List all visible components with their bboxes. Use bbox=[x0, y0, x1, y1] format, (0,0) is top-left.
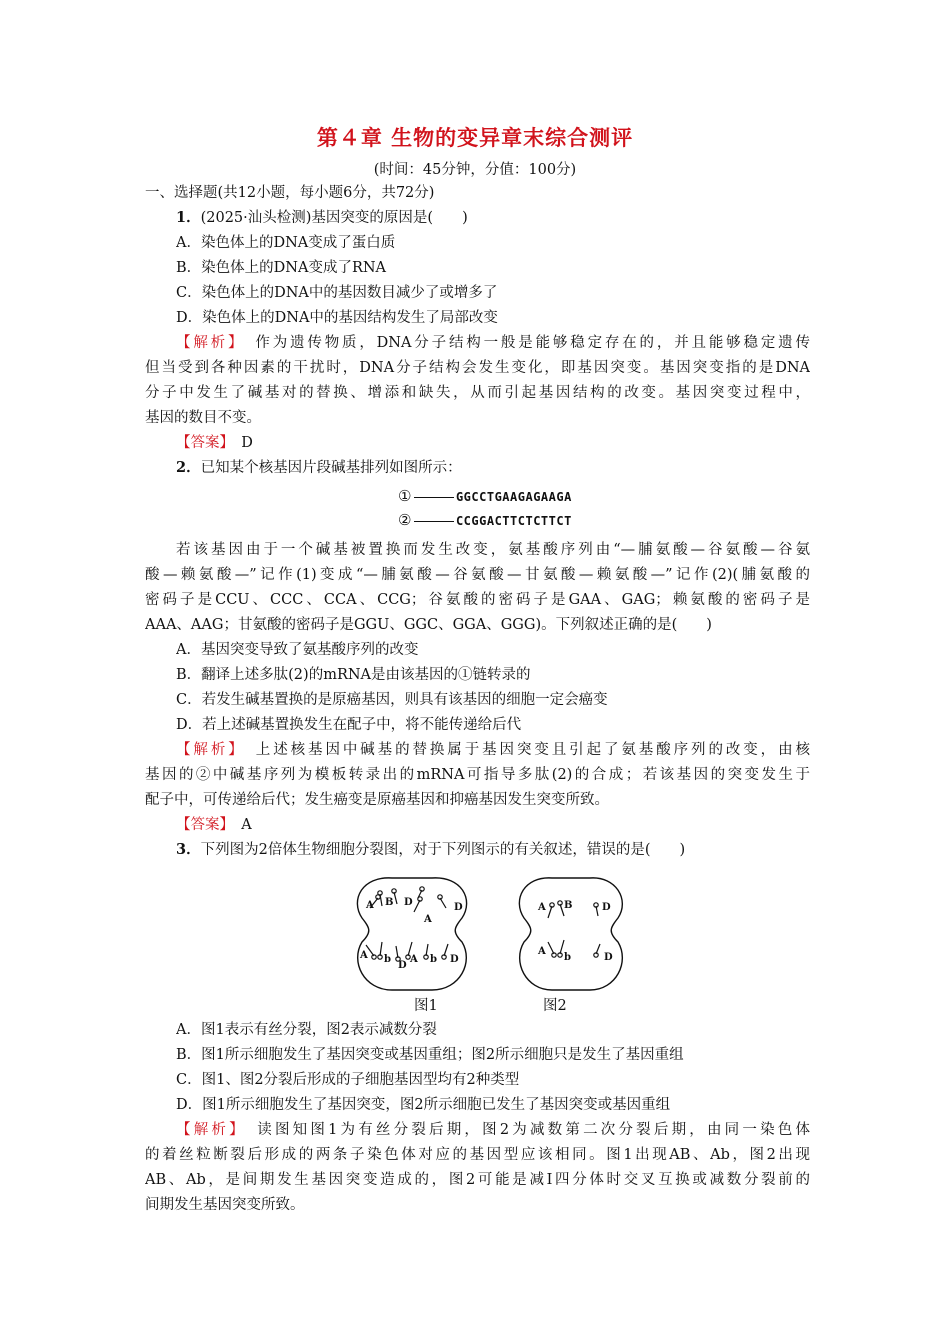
fig2-gene-label: A bbox=[538, 946, 546, 957]
q2-option-c: C．若发生碱基置换的是原癌基因，则具有该基因的细胞一定会癌变 bbox=[176, 692, 608, 708]
page-subtitle: (时间：45分钟，分值：100分) bbox=[373, 162, 577, 178]
figure-2-caption: 图2 bbox=[543, 998, 567, 1014]
fig1-gene-label: A bbox=[360, 950, 368, 961]
question-text: (2025·汕头检测)基因突变的原因是( ) bbox=[200, 210, 468, 226]
analysis-tag: 【解析】 bbox=[176, 335, 239, 351]
page-title: 第４章 生物的变异章末综合测评 bbox=[316, 126, 634, 150]
q2-option-b: B．翻译上述多肽(2)的mRNA是由该基因的①链转录的 bbox=[176, 667, 531, 683]
q3-analysis-line: 【解析】 读图知图1为有丝分裂后期，图2为减数第二次分裂后期，由同一染色体 bbox=[176, 1122, 810, 1138]
analysis-tag: 【解析】 bbox=[176, 1122, 240, 1138]
analysis-tag: 【解析】 bbox=[176, 742, 239, 758]
fig2-gene-label: b bbox=[564, 952, 571, 963]
fig2-gene-label: D bbox=[602, 902, 611, 913]
q3-option-b: B．图1所示细胞发生了基因突变或基因重组；图2所示细胞只是发生了基因重组 bbox=[176, 1047, 684, 1063]
fig1-gene-label: D bbox=[398, 960, 407, 971]
question-2-stem bbox=[176, 458, 810, 478]
q2-answer: 【答案】 A bbox=[176, 817, 252, 833]
fig1-gene-label: D bbox=[450, 954, 459, 965]
fig2-gene-label: D bbox=[604, 952, 613, 963]
q3-option-d: D．图1所示细胞发生了基因突变，图2所示细胞已发生了基因突变或基因重组 bbox=[176, 1097, 671, 1113]
q2-body-line: 若该基因由于一个碱基被置换而发生改变，氨基酸序列由“—脯氨酸—谷氨酸—谷氨 bbox=[176, 542, 810, 558]
q2-body-line: AAA、AAG；甘氨酸的密码子是GGU、GGC、GGA、GGG)。下列叙述正确的是( ) bbox=[145, 617, 712, 633]
question-3-stem bbox=[176, 840, 810, 860]
figure-2-cell-outline bbox=[519, 878, 622, 990]
q2-option-a: A．基因突变导致了氨基酸序列的改变 bbox=[176, 642, 419, 658]
q1-analysis-line: 基因的数目不变。 bbox=[145, 410, 261, 426]
q2-body-line: 酸—赖氨酸—”记作(1)变成“—脯氨酸—谷氨酸—甘氨酸—赖氨酸—”记作(2)(脯氨酸的 bbox=[145, 567, 810, 583]
q1-answer: 【答案】 D bbox=[176, 435, 253, 451]
question-text: 已知某个核基因片段碱基排列如图所示： bbox=[200, 460, 462, 476]
fig1-gene-label: b bbox=[430, 954, 437, 965]
q3-analysis-line: 间期发生基因突变所致。 bbox=[145, 1197, 305, 1213]
question-1-stem bbox=[176, 208, 810, 228]
q1-analysis-line: 【解析】 作为遗传物质，DNA分子结构一般是能够稳定存在的，并且能够稳定遗传 bbox=[176, 335, 810, 351]
q1-option-a: A．染色体上的DNA变成了蛋白质 bbox=[176, 235, 396, 251]
cell-division-figure bbox=[352, 870, 632, 1000]
dna-strand-2: ② CCGGACTTCTCTTCT bbox=[398, 511, 572, 529]
q2-analysis-line: 基因的②中碱基序列为模板转录出的mRNA可指导多肽(2)的合成；若该基因的突变发生于 bbox=[145, 767, 810, 783]
fig1-gene-label: A bbox=[424, 914, 432, 925]
q2-body-line: 密码子是CCU、CCC、CCA、CCG；谷氨酸的密码子是GAA、GAG；赖氨酸的密码子是 bbox=[145, 592, 810, 608]
fig1-gene-label: A bbox=[410, 954, 418, 965]
dna-strand-1: ① GGCCTGAAGAGAAGA bbox=[398, 487, 572, 505]
q3-option-c: C．图1、图2分裂后形成的子细胞基因型均有2种类型 bbox=[176, 1072, 520, 1088]
q1-option-d: D．染色体上的DNA中的基因结构发生了局部改变 bbox=[176, 310, 498, 326]
question-text: 下列图为2倍体生物细胞分裂图，对于下列图示的有关叙述，错误的是( ) bbox=[200, 842, 686, 858]
q3-option-a: A．图1表示有丝分裂，图2表示减数分裂 bbox=[176, 1022, 437, 1038]
fig1-gene-label: D bbox=[454, 902, 463, 913]
answer-tag: 【答案】 bbox=[176, 435, 227, 451]
q2-analysis-line: 配子中，可传递给后代；发生癌变是原癌基因和抑癌基因发生突变所致。 bbox=[145, 792, 609, 808]
figure-1-caption: 图1 bbox=[414, 998, 438, 1014]
fig1-gene-label: A bbox=[366, 900, 374, 911]
q2-analysis-line: 【解析】 上述核基因中碱基的替换属于基因突变且引起了氨基酸序列的改变，由核 bbox=[176, 742, 810, 758]
q1-analysis-line: 分子中发生了碱基对的替换、增添和缺失，从而引起基因结构的改变。基因突变过程中， bbox=[145, 385, 810, 401]
fig1-gene-label: b bbox=[384, 954, 391, 965]
fig1-gene-label: B bbox=[385, 897, 394, 908]
q2-option-d: D．若上述碱基置换发生在配子中，将不能传递给后代 bbox=[176, 717, 522, 733]
q1-option-b: B．染色体上的DNA变成了RNA bbox=[176, 260, 387, 276]
answer-tag: 【答案】 bbox=[176, 817, 227, 833]
figure-1-cell-outline bbox=[357, 878, 466, 990]
q3-analysis-line: 的着丝粒断裂后形成的两条子染色体对应的基因型应该相同。图1出现AB、Ab，图2出现 bbox=[145, 1147, 810, 1163]
fig1-gene-label: D bbox=[404, 897, 413, 908]
fig2-gene-label: A bbox=[538, 902, 546, 913]
question-number: 1． bbox=[176, 209, 201, 226]
q3-analysis-line: AB、Ab，是间期发生基因突变造成的，图2可能是减Ⅰ四分体时交叉互换或减数分裂前的 bbox=[145, 1172, 810, 1188]
fig2-gene-label: B bbox=[564, 900, 573, 911]
figure-2-chromosomes bbox=[548, 901, 600, 957]
question-number: 3． bbox=[176, 841, 201, 858]
q1-option-c: C．染色体上的DNA中的基因数目减少了或增多了 bbox=[176, 285, 498, 301]
section-heading: 一、选择题(共12小题，每小题6分，共72分) bbox=[145, 185, 435, 201]
question-number: 2． bbox=[176, 459, 201, 476]
q1-analysis-line: 但当受到各种因素的干扰时，DNA分子结构会发生变化，即基因突变。基因突变指的是DNA bbox=[145, 360, 810, 376]
